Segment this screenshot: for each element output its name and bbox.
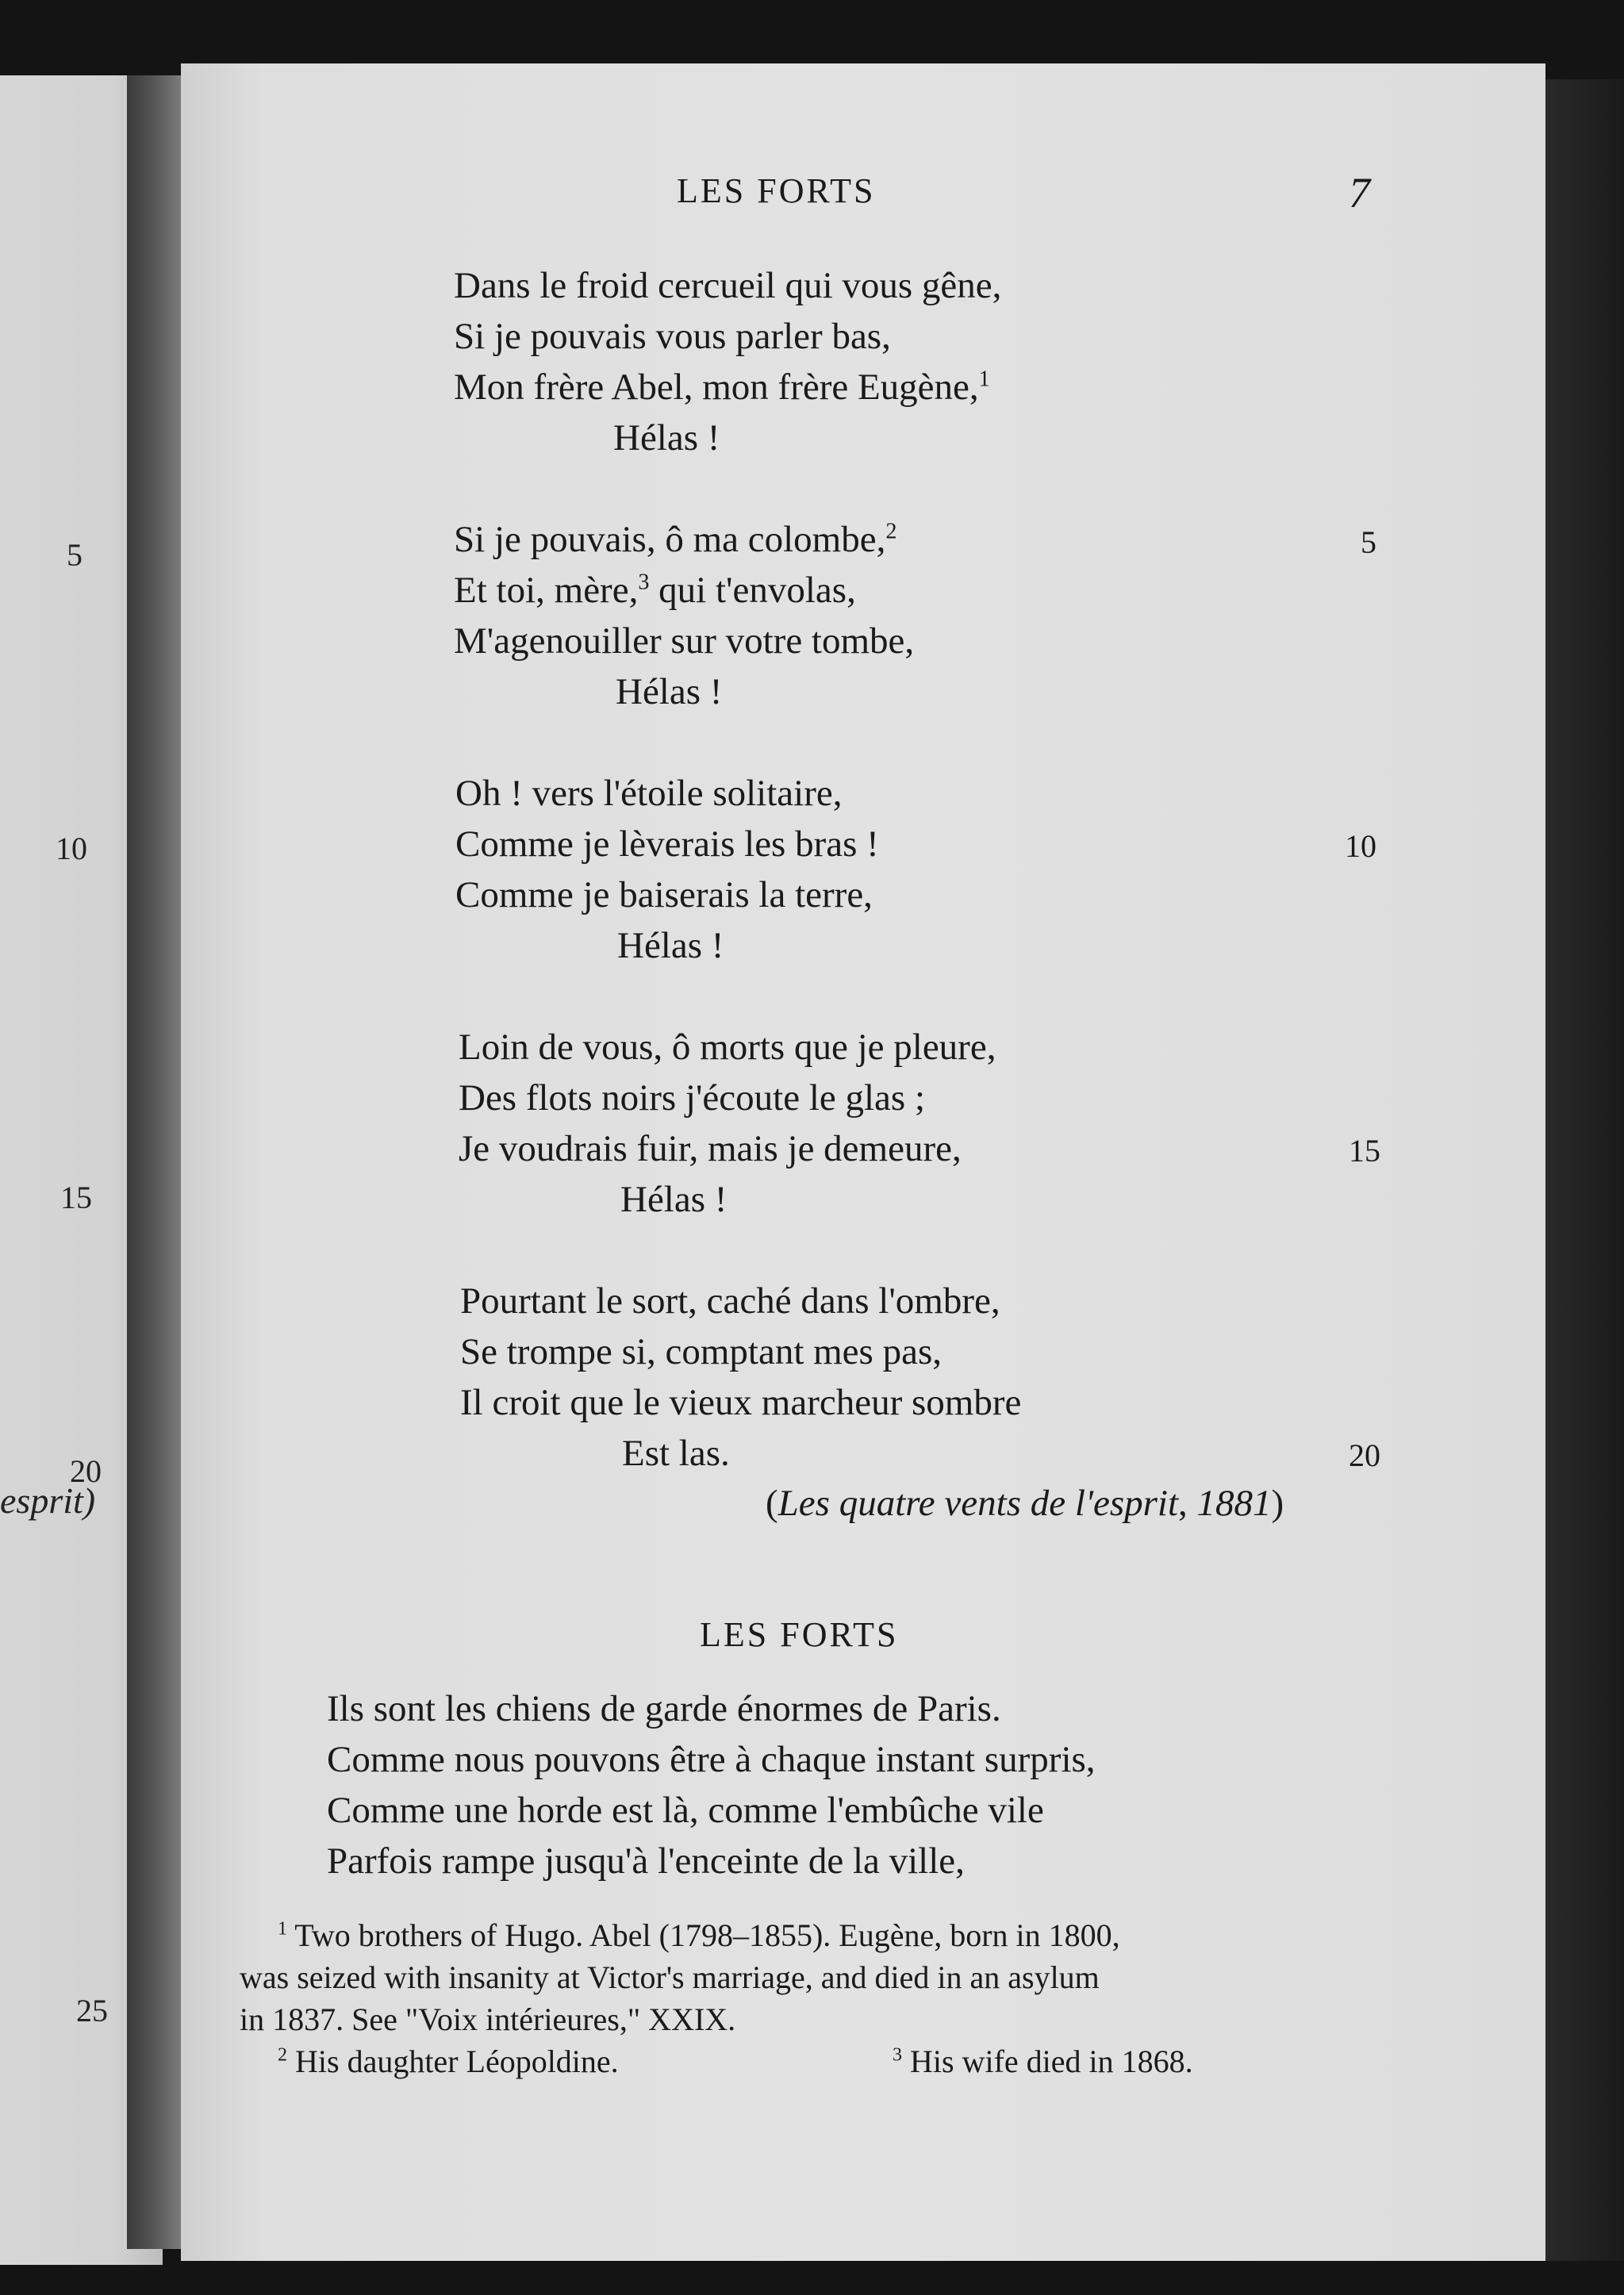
poem-line: Comme une horde est là, comme l'embûche vile — [327, 1790, 1044, 1831]
facing-line-number: 25 — [76, 1993, 108, 2028]
poem-line: Il croit que le vieux marcheur sombre — [460, 1382, 1022, 1423]
poem-line: Si je pouvais vous parler bas, — [454, 316, 891, 357]
source-citation: (Les quatre vents de l'esprit, 1881) — [766, 1483, 1284, 1524]
poem-line: Parfois rampe jusqu'à l'enceinte de la ville, — [327, 1840, 965, 1882]
line-number: 10 — [1345, 828, 1376, 864]
poem-line: Oh ! vers l'étoile solitaire, — [455, 773, 843, 814]
poem-line: Loin de vous, ô morts que je pleure, — [459, 1027, 996, 1068]
facing-line-number: 5 — [67, 537, 83, 573]
footnote-ref: 3 — [638, 570, 650, 595]
poem-refrain: Hélas ! — [613, 417, 720, 459]
poem-line: Pourtant le sort, caché dans l'ombre, — [460, 1280, 1000, 1322]
line-number: 5 — [1361, 524, 1376, 560]
poem-line: M'agenouiller sur votre tombe, — [454, 620, 915, 662]
page-edge-shadow — [1545, 79, 1624, 2261]
poem-refrain: Hélas ! — [620, 1179, 728, 1220]
poem-line: Est las. — [622, 1433, 730, 1474]
poem-line: Comme nous pouvons être à chaque instant surpris, — [327, 1739, 1096, 1780]
poem-line: Je voudrais fuir, mais je demeure, — [459, 1128, 962, 1169]
footnote-3: $^3$ His wife died in 1868. — [893, 2044, 1193, 2079]
footnote-1-line: was seized with insanity at Victor's marriage, and died in an asylum — [240, 1959, 1100, 1995]
line-number: 20 — [1349, 1437, 1380, 1473]
poem-line: Des flots noirs j'écoute le glas ; — [459, 1077, 926, 1119]
page-number: 7 — [1349, 169, 1370, 217]
line-number: 15 — [1349, 1133, 1380, 1169]
footnote-1-line: in 1837. See "Voix intérieures," XXIX. — [240, 2001, 736, 2037]
footnote-2: $^2$ His daughter Léopoldine. — [278, 2044, 619, 2079]
facing-line-number: 10 — [56, 831, 87, 866]
running-header: LES FORTS — [677, 171, 876, 210]
poem-line: Se trompe si, comptant mes pas, — [460, 1331, 942, 1372]
poem-refrain: Hélas ! — [616, 671, 723, 712]
poem-line: Et toi, mère,$^3$ qui t'envolas, — [454, 570, 856, 611]
section-title: LES FORTS — [700, 1615, 899, 1654]
footnote-ref: 1 — [978, 367, 990, 392]
poem-line: Comme je baiserais la terre, — [455, 874, 873, 915]
poem-line: Comme je lèverais les bras ! — [455, 823, 879, 865]
facing-text-fragment: esprit) — [0, 1480, 96, 1521]
poem-line: Ils sont les chiens de garde énormes de Paris. — [327, 1688, 1001, 1729]
poem-refrain: Hélas ! — [617, 925, 724, 966]
facing-line-number: 15 — [60, 1180, 92, 1215]
footnote-1-line: $^1$ Two brothers of Hugo. Abel (1798–1855). Eugène, born in 1800, — [278, 1917, 1120, 1953]
poem-line: Si je pouvais, ô ma colombe,$^2$ — [454, 519, 897, 560]
poem-line: Mon frère Abel, mon frère Eugène,$^1$ — [454, 367, 990, 408]
facing-line-number: 20 — [70, 1453, 102, 1489]
footnote-ref: 2 — [885, 519, 897, 544]
poem-line: Dans le froid cercueil qui vous gêne, — [454, 265, 1002, 306]
